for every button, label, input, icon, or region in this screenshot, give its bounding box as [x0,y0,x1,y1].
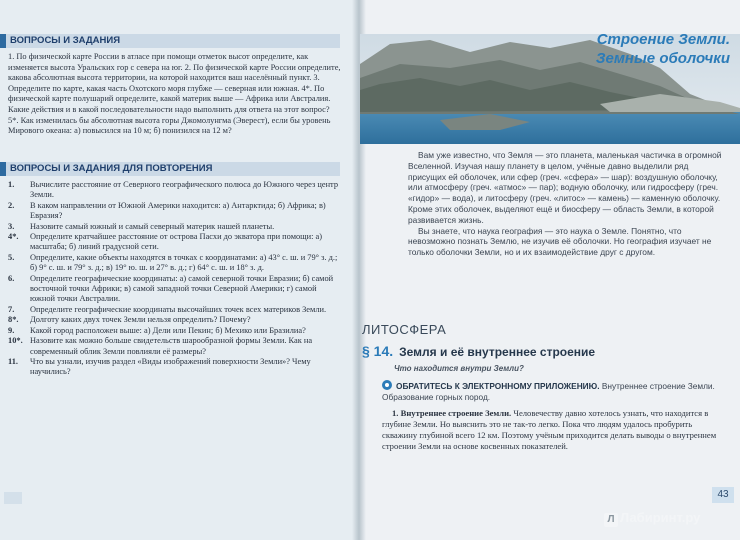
list-item [8,274,342,305]
paragraph-number: § 14. [362,343,394,359]
paragraph-title: Земля и её внутреннее строение [399,345,596,359]
questions-paragraph: 1. По физической карте России в атласе при помощи отметок высот определите, как изменяется высота Уральских гор с севера на юг. 2. По физической карте России определите, какова абсолютная высота территории, на которой находится ваш населённый пункт. 3. Определите по карте, какая часть Охотского моря глубже — северная или южная. 4*. По физической карте полушарий определите, какой материк выше — Африка или Австралия. Какие действия и в какой последовательности надо выполнить для ответа на этот вопрос? 5*. Как изменилась бы абсолютная высота горы Джомолунгма (Эверест), если бы уровень Мирового океана: а) повысился на 10 м; б) понизился на 12 м? [8,52,341,136]
questions-text [8,52,342,137]
list-item [8,253,342,274]
list-item-number: 6. [8,273,15,283]
list-item-number: 10*. [8,336,23,346]
list-item-text: Назовите самый южный и самый северный материк нашей планеты. [30,221,275,231]
body-text [382,408,728,452]
list-item-text: Назовите как можно больше свидетельств шарообразной формы Земли. Как на современный облик Земли повлияли её размеры? [30,336,313,356]
list-item-number: 9. [8,325,15,335]
list-item-text: Определите географические координаты: а) самой северной точки Евразии; б) самой восточной точки Африки; в) самой западной точки Северной Америки; г) самой южной точки Австралии. [30,273,334,304]
list-item-number: 4*. [8,232,19,242]
watermark [604,510,700,527]
watermark-text: Лабиринт.ру [620,510,701,525]
list-item-text: Что вы узнали, изучив раздел «Виды изображений поверхности Земли»? Чему научились? [30,356,311,377]
list-item-number: 7. [8,304,15,314]
page-number: 43 [712,487,734,503]
list-item-text: Определите кратчайшее расстояние от острова Пасхи до экватора при помощи: а) масштаба; б) линий градусной сети. [30,232,323,252]
disc-icon [382,380,392,390]
review-questions-list [8,180,342,378]
left-page-number-tab [4,492,22,504]
chapter-title-line2: Земные оболочки [595,50,730,67]
intro-paragraph-1: Вам уже известно, что Земля — это планета, маленькая частичка в огромной Вселенной. Изучая нашу планету в целом, учёные давно выделили ряд присущих ей оболочек, или сфер (греч. «сфера» — шар): воздушную оболочку, или атмосферу (греч. «атмос» — пар); водную оболочку, или гидросферу (греч. «гидор» — вода), и литосферу (греч. «литос» — камень) — каменную оболочку. Кроме этих оболочек, выделяют ещё и биосферу — область Земли, в которой развивается жизнь. [408,150,722,225]
section-header-questions [6,34,340,48]
list-item-number: 5. [8,252,15,262]
section-header-review [6,162,340,176]
list-item-text: Какой город расположен выше: а) Дели или Пекин; б) Мехико или Бразилиа? [30,325,306,335]
section-title: ВОПРОСЫ И ЗАДАНИЯ ДЛЯ ПОВТОРЕНИЯ [10,163,213,174]
list-item [8,201,342,222]
section-label-lithosphere: ЛИТОСФЕРА [362,322,447,337]
intro-text [408,150,726,258]
body-paragraph: Человечеству давно хотелось узнать, что находится в глубине Земли. Но выяснить это не так-то легко. Пока что людям удалось пробурить скважину глубиной всего 12 км. Поэтому учёным приходится делать выводы о внутреннем строении Земли на основе косвенных показателей. [382,408,717,451]
list-item-text: В каком направлении от Южной Америки находится: а) Антарктида; б) Африка; в) Евразия? [30,200,326,221]
list-item-number: 11. [8,356,19,366]
paragraph-subquestion: Что находится внутри Земли? [394,364,524,373]
chapter-title-line1: Строение Земли. [596,31,730,48]
electronic-appendix-note [382,380,728,402]
electronic-note-text: Внутреннее строение Земли. Образование горных пород. [382,381,715,402]
body-subheading: 1. Внутреннее строение Земли. [392,408,512,418]
list-item [8,222,342,232]
list-item [8,326,342,336]
list-item [8,357,342,378]
list-item-number: 2. [8,200,15,210]
chapter-title [530,30,730,68]
list-item [8,336,342,357]
list-item [8,315,342,325]
list-item-number: 1. [8,180,15,189]
list-item-text: Определите географические координаты высочайших точек всех материков Земли. [30,304,327,314]
list-item [8,180,342,201]
list-item-number: 3. [8,221,15,231]
list-item-number: 8*. [8,315,19,325]
list-item-text: Определите, какие объекты находятся в точках с координатами: а) 43° с. ш. и 79° з. д.; б) 9° с. ш. и 79° з. д.; в) 19° ю. ш. и 27° в. д.; г) 64° с. ш. и 18° з. д. [30,252,338,273]
labirint-logo-icon: Л [604,513,618,527]
list-item-text: Вычислите расстояние от Северного географического полюса до Южного через центр Земли. [30,180,339,200]
list-item [8,305,342,315]
electronic-note-bold: ОБРАТИТЕСЬ К ЭЛЕКТРОННОМУ ПРИЛОЖЕНИЮ. [396,381,600,391]
list-item [8,232,342,253]
intro-paragraph-2: Вы знаете, что наука география — это наука о Земле. Понятно, что невозможно познать Землю, не изучив её оболочки. Но география изучает не только оболочки Земли, но и их взаимодействие друг с другом. [408,225,712,258]
section-title: ВОПРОСЫ И ЗАДАНИЯ [10,35,121,46]
list-item-text: Долготу каких двух точек Земли нельзя определить? Почему? [30,315,251,325]
paragraph-heading [362,343,595,359]
